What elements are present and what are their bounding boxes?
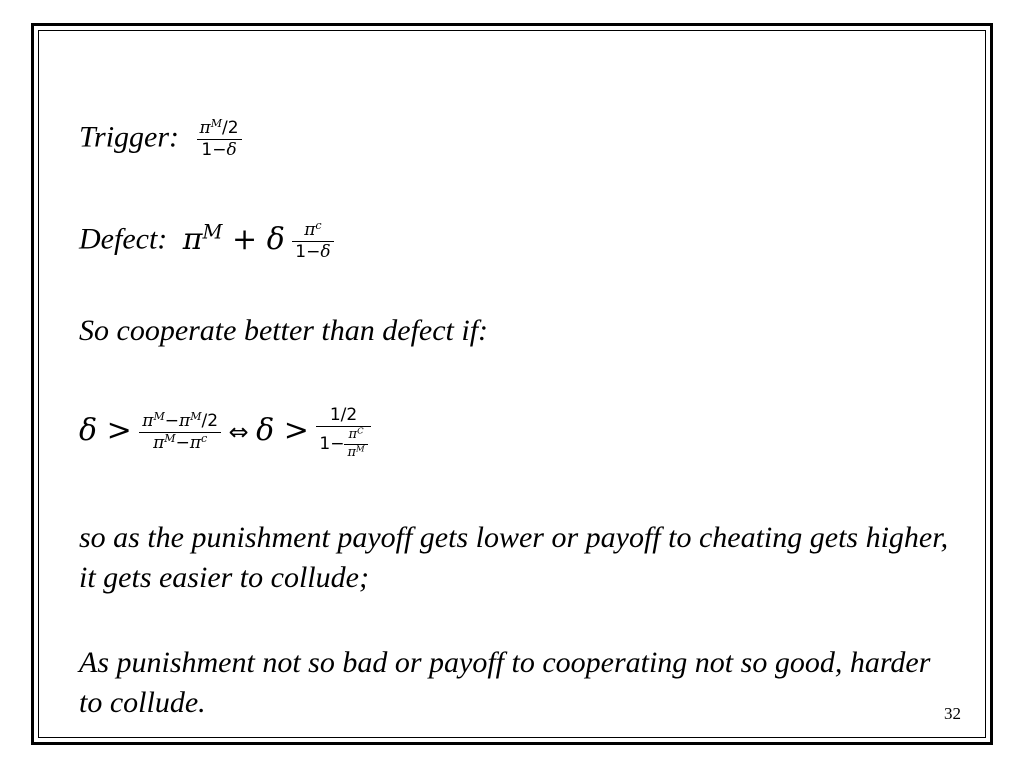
defect-formula: $\pi^M + \delta$ bbox=[182, 219, 285, 257]
trigger-fraction: $\frac{\pi^M/2}{1-\delta}$ bbox=[197, 118, 242, 162]
cooperate-text: So cooperate better than defect if: bbox=[79, 314, 489, 347]
equivalence-arrow: ⇔ bbox=[228, 417, 249, 446]
trigger-label: Trigger: bbox=[79, 120, 180, 154]
trigger-line bbox=[79, 118, 242, 162]
page-number: 32 bbox=[944, 704, 961, 723]
inequality-left-fraction: $\frac{\pi^M-\pi^M/2}{\pi^M-\pi^c}$ bbox=[139, 411, 221, 455]
defect-fraction: $\frac{\pi^c}{1-\delta}$ bbox=[292, 220, 333, 264]
paragraph-collude-easier: so as the punishment payoff gets lower or payoff to cheating gets higher, it gets easier to collude; bbox=[79, 521, 949, 594]
defect-line bbox=[79, 220, 334, 264]
inequality-line: δ > $\frac{\pi^M-\pi^M/2}{\pi^M-\pi^c}$ ⇔ δ > 1/2 1− $\frac{\pi^C}{\pi^M}$ bbox=[79, 405, 371, 461]
paragraph-collude-harder: As punishment not so bad or payoff to cooperating not so good, harder to collude. bbox=[79, 646, 931, 719]
defect-label: Defect: bbox=[79, 222, 168, 256]
inequality-right-fraction: 1/2 1− $\frac{\pi^C}{\pi^M}$ bbox=[316, 405, 370, 461]
